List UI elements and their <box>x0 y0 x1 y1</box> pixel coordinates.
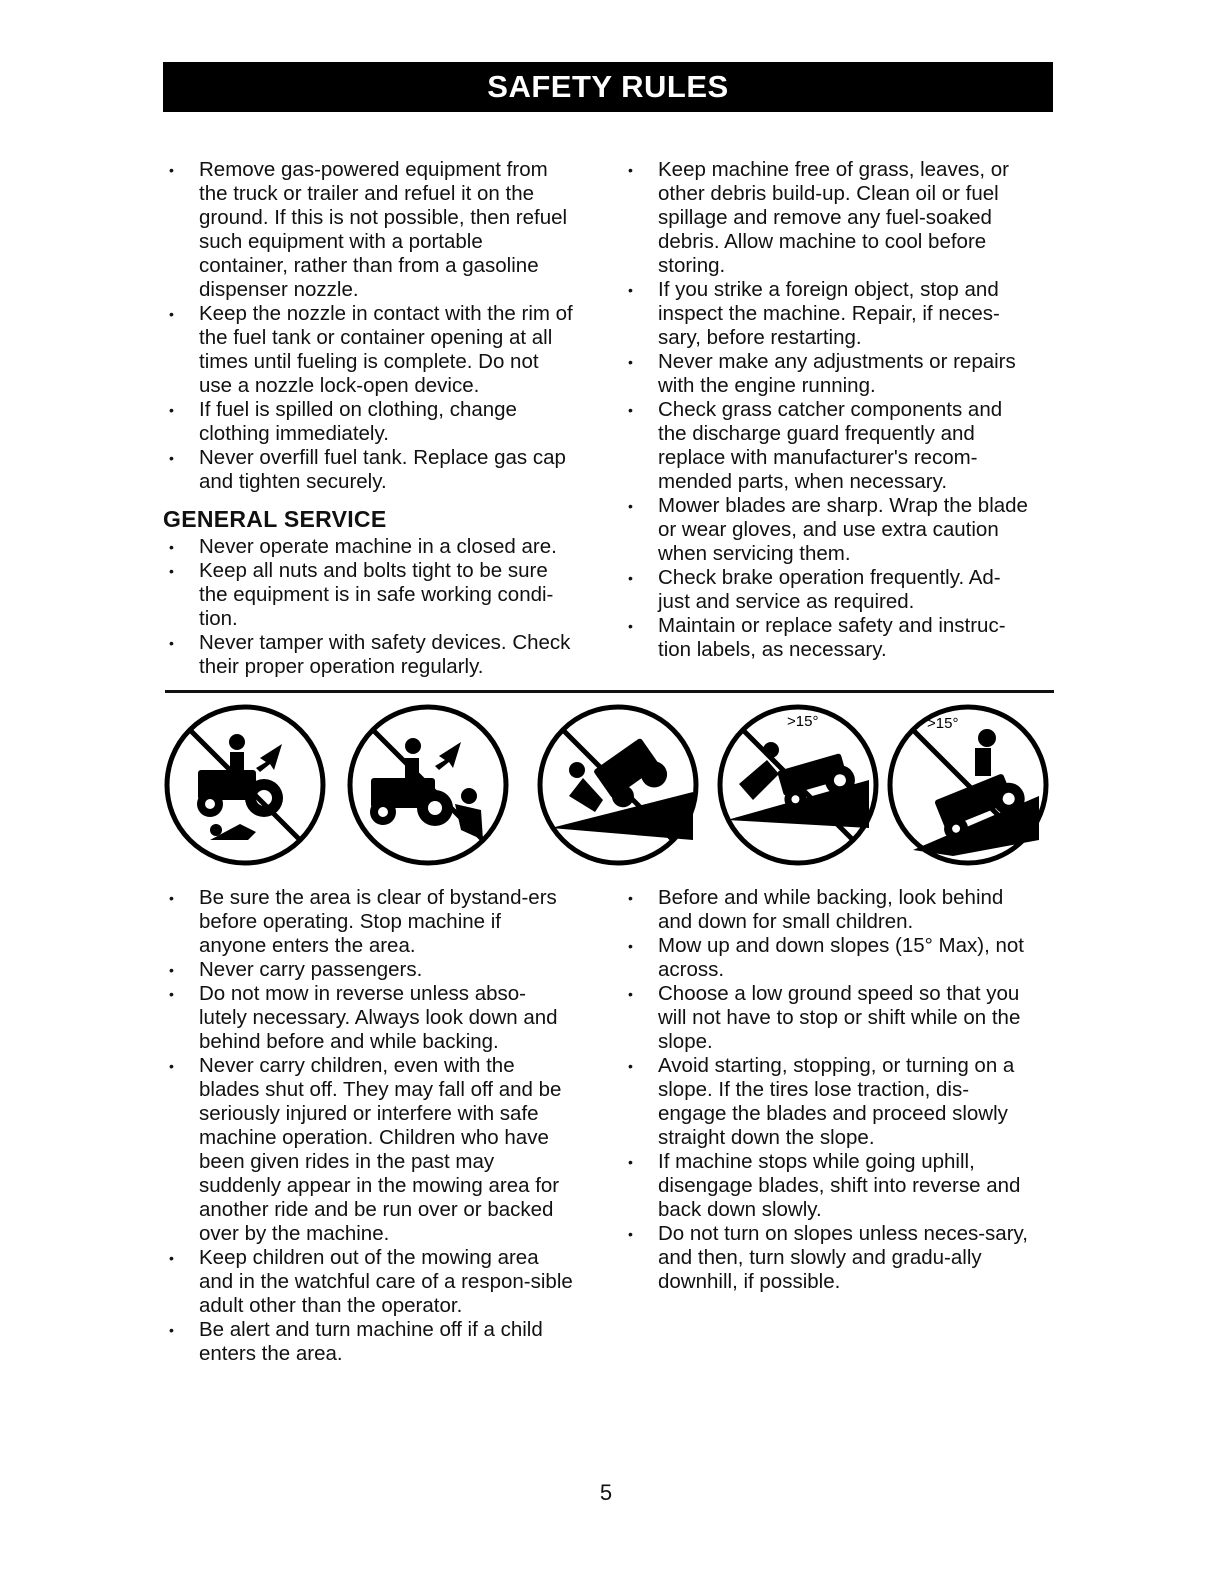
list-item: • If machine stops while going uphill, disengage blades, shift into reverse and back down slowly. <box>622 1150 1032 1222</box>
list-item: • Be alert and turn machine off if a child enters the area. <box>163 1318 573 1366</box>
list-item: • Keep the nozzle in contact with the rim of the fuel tank or container opening at all times until fueling is complete. Do not use a nozzle lock-open device. <box>163 302 573 398</box>
list-item: • Choose a low ground speed so that you will not have to stop or shift while on the slope. <box>622 982 1032 1054</box>
list-item: • Keep children out of the mowing area and in the watchful care of a respon-sible adult other than the operator. <box>163 1246 573 1318</box>
list-item: • Remove gas-powered equipment from the truck or trailer and refuel it on the ground. If this is not possible, then refuel such equipment with a portable container, rather than from a gasoline dispenser nozzle. <box>163 158 573 302</box>
no-bystanders-pictogram-icon <box>160 700 330 870</box>
list-item: • Never carry children, even with the blades shut off. They may fall off and be seriously injured or interfere with safe machine operation. Children who have been given rides in the past may suddenly appear in the mowing area for another ride and be run over or backed over by the machine. <box>163 1054 573 1246</box>
slope-angle-label: >15° <box>787 713 819 730</box>
general-service-list <box>163 535 573 679</box>
list-item: • Before and while backing, look behind and down for small children. <box>622 886 1032 934</box>
list-item: • Never tamper with safety devices. Check their proper operation regularly. <box>163 631 573 679</box>
rollover-hazard-pictogram-icon <box>533 700 703 870</box>
list-item: • Never operate machine in a closed are. <box>163 535 573 559</box>
general-service-heading: GENERAL SERVICE <box>163 506 387 532</box>
page-title: SAFETY RULES <box>163 62 1053 112</box>
list-item: • Do not mow in reverse unless abso-lutely necessary. Always look down and behind before and while backing. <box>163 982 573 1054</box>
list-item: • Check grass catcher components and the discharge guard frequently and replace with manufacturer's recom-mended parts, when necessary. <box>622 398 1032 494</box>
list-item: • Never carry passengers. <box>163 958 573 982</box>
list-item: • Keep all nuts and bolts tight to be sure the equipment is in safe working condi-tion. <box>163 559 573 631</box>
list-item: • Avoid starting, stopping, or turning on a slope. If the tires lose traction, dis-engage the blades and proceed slowly straight down the slope. <box>622 1054 1032 1150</box>
list-item: • If you strike a foreign object, stop and inspect the machine. Repair, if neces-sary, before restarting. <box>622 278 1032 350</box>
list-item: • Do not turn on slopes unless neces-sary, and then, turn slowly and gradu-ally downhill, if possible. <box>622 1222 1032 1294</box>
page-number: 5 <box>599 1480 613 1505</box>
fuel-rules-list <box>163 158 573 494</box>
slope-operation-list <box>622 886 1032 1294</box>
no-crosswise-slope-pictogram-icon <box>883 700 1053 870</box>
slope-angle-label: >15° <box>927 715 959 732</box>
no-slope-over-15-pictogram-icon <box>713 700 883 870</box>
list-item: • Mower blades are sharp. Wrap the blade or wear gloves, and use extra caution when servicing them. <box>622 494 1032 566</box>
no-passengers-pictogram-icon <box>343 700 513 870</box>
list-item: • Be sure the area is clear of bystand-ers before operating. Stop machine if anyone enters the area. <box>163 886 573 958</box>
list-item: • Never make any adjustments or repairs with the engine running. <box>622 350 1032 398</box>
list-item: • If fuel is spilled on clothing, change clothing immediately. <box>163 398 573 446</box>
list-item: • Maintain or replace safety and instruc-tion labels, as necessary. <box>622 614 1032 662</box>
list-item: • Mow up and down slopes (15° Max), not across. <box>622 934 1032 982</box>
section-divider <box>165 690 1054 693</box>
bottom-left-column <box>163 886 573 1366</box>
list-item: • Check brake operation frequently. Ad-just and service as required. <box>622 566 1032 614</box>
children-safety-list <box>163 886 573 1366</box>
maintenance-rules-list <box>622 158 1032 662</box>
top-left-column <box>163 158 573 679</box>
top-right-column <box>622 158 1032 662</box>
list-item: • Never overfill fuel tank. Replace gas cap and tighten securely. <box>163 446 573 494</box>
list-item: • Keep machine free of grass, leaves, or other debris build-up. Clean oil or fuel spillage and remove any fuel-soaked debris. Allow machine to cool before storing. <box>622 158 1032 278</box>
bottom-right-column <box>622 886 1032 1294</box>
